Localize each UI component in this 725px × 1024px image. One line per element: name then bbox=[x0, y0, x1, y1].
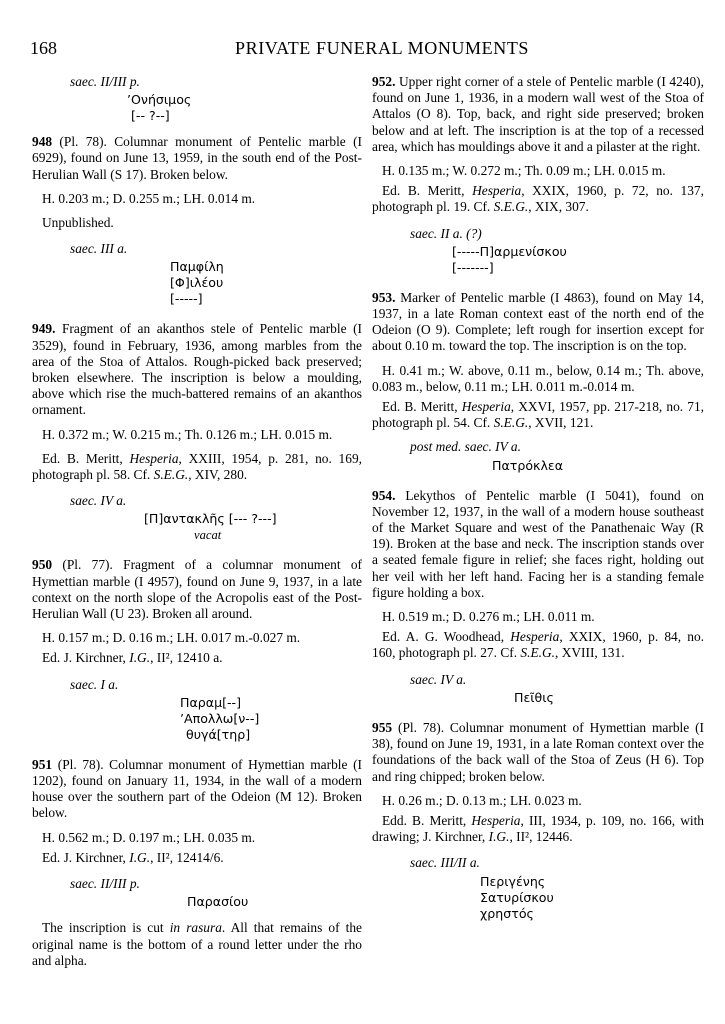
entry-953-dimensions: H. 0.41 m.; W. above, 0.11 m., below, 0.14 m.; Th. above, 0.083 m., below, 0.11 m.; LH. 0.011 m.-0.014 m. bbox=[372, 362, 704, 394]
entry-950-publication: Ed. J. Kirchner, I.G., II², 12410 a. bbox=[42, 650, 223, 666]
entry-949-dimensions: H. 0.372 m.; W. 0.215 m.; Th. 0.126 m.; LH. 0.015 m. bbox=[42, 426, 333, 442]
entry-948-publication: Unpublished. bbox=[42, 215, 114, 231]
entry-953-date: post med. saec. IV a. bbox=[410, 439, 521, 455]
entry-952-description: 952. Upper right corner of a stele of Pentelic marble (I 4240), found on June 1, 1936, in a modern wall west of the Stoa of Attalos (O 8). Top, back, and right side preserved; broken below and at left. The inscription is at the top of a recessed area, which has mouldings above it and a pilaster at the right. bbox=[372, 74, 704, 154]
entry-951-description: 951 (Pl. 78). Columnar monument of Hymettian marble (I 1202), found on January 11, 1934, in the wall of a modern house over the southern part of the Odeion (M 12). Broken below. bbox=[32, 756, 362, 821]
entry-949-publication: Ed. B. Meritt, Hesperia, XXIII, 1954, p. 281, no. 169, photograph pl. 58. Cf. S.E.G., XIV, 280. bbox=[32, 450, 362, 483]
entry-953-publication: Ed. B. Meritt, Hesperia, XXVI, 1957, pp. 217-218, no. 71, photograph pl. 54. Cf. S.E.G., XVII, 121. bbox=[372, 399, 704, 431]
entry-951-dimensions: H. 0.562 m.; D. 0.197 m.; LH. 0.035 m. bbox=[42, 829, 256, 845]
running-head: PRIVATE FUNERAL MONUMENTS bbox=[235, 38, 530, 58]
entry-955-date: saec. III/II a. bbox=[410, 855, 480, 871]
entry-953-inscription: Πατρόκλεα bbox=[492, 457, 564, 473]
entry-952-publication: Ed. B. Meritt, Hesperia, XXIX, 1960, p. 72, no. 137, photograph pl. 19. Cf. S.E.G., XIX, 307. bbox=[372, 183, 704, 215]
entry-954-date: saec. IV a. bbox=[410, 671, 467, 687]
inscription: ’Ονήσιμος [-- ?--] bbox=[127, 92, 192, 124]
entry-951-inscription: Παρασίου bbox=[187, 894, 249, 910]
entry-950-date: saec. I a. bbox=[70, 676, 119, 692]
page-number: 168 bbox=[30, 38, 57, 58]
entry-952-dimensions: H. 0.135 m.; W. 0.272 m.; Th. 0.09 m.; LH. 0.015 m. bbox=[382, 163, 666, 179]
right-column bbox=[372, 74, 704, 922]
entry-950-dimensions: H. 0.157 m.; D. 0.16 m.; LH. 0.017 m.-0.027 m. bbox=[42, 630, 301, 646]
entry-953-description: 953. Marker of Pentelic marble (I 4863), found on May 14, 1937, in a late Roman context east of the north end of the Odeion (O 9). Complete; left rough for insertion except for about 0.10 m. toward the top. The inscription is on the top. bbox=[372, 289, 704, 354]
entry-948-description: 948 (Pl. 78). Columnar monument of Pentelic marble (I 6929), found on June 13, 1959, in the south end of the Post-Herulian Wall (S 17). Broken below. bbox=[32, 134, 362, 182]
entry-954-description: 954. Lekythos of Pentelic marble (I 5041), found on November 12, 1937, in the wall of a modern house southeast of the Market Square and west of the Panathenaic Way (R 19). Broken at the base and neck. The inscription stands over a seated female figure in relief; she faces right, holding out her veil with her left hand. Facing her is a standing female figure holding a box. bbox=[372, 487, 704, 600]
entry-949-inscription: [Π]αντακλῆς [--- ?---] vacat bbox=[144, 511, 277, 543]
entry-952-date: saec. II a. (?) bbox=[410, 225, 482, 241]
entry-954-publication: Ed. A. G. Woodhead, Hesperia, XXIX, 1960, p. 84, no. 160, photograph pl. 27. Cf. S.E.G., XVIII, 131. bbox=[372, 629, 704, 661]
left-column bbox=[32, 74, 362, 969]
entry-948-inscription: Παμφίλη [Φ]ιλέου [-----] bbox=[170, 259, 224, 307]
entry-955-inscription: Περιγένης Σατυρίσκου χρηστός bbox=[480, 873, 554, 921]
entry-949-date: saec. IV a. bbox=[70, 493, 127, 509]
entry-955-publication: Edd. B. Meritt, Hesperia, III, 1934, p. 109, no. 166, with drawing; J. Kirchner, I.G., II², 12446. bbox=[372, 812, 704, 845]
entry-952-inscription: [-----Π]αρμενίσκου [-------] bbox=[452, 243, 567, 275]
entry-954-inscription: Πεῖθις bbox=[514, 689, 554, 705]
entry-950-inscription: Παραμ[--] ’Απολλω[ν--] θυγά[τηρ] bbox=[180, 694, 260, 742]
entry-954-dimensions: H. 0.519 m.; D. 0.276 m.; LH. 0.011 m. bbox=[382, 609, 595, 625]
entry-948-dimensions: H. 0.203 m.; D. 0.255 m.; LH. 0.014 m. bbox=[42, 190, 256, 206]
entry-955-description: 955 (Pl. 78). Columnar monument of Hymettian marble (I 38), found on June 19, 1931, in a late Roman context over the foundations of the back wall of the Stoa of Zeus (H 6). Top and ring chipped; broken below. bbox=[372, 719, 704, 784]
entry-948-date: saec. III a. bbox=[70, 241, 128, 257]
entry-951-publication: Ed. J. Kirchner, I.G., II², 12414/6. bbox=[42, 849, 224, 865]
entry-955-dimensions: H. 0.26 m.; D. 0.13 m.; LH. 0.023 m. bbox=[382, 792, 582, 808]
entry-951-date: saec. II/III p. bbox=[70, 876, 140, 892]
entry-951-note: The inscription is cut in rasura. All that remains of the original name is the bottom of a round letter under the rho and alpha. bbox=[32, 920, 363, 968]
entry-950-description: 950 (Pl. 77). Fragment of a columnar monument of Hymettian marble (I 4957), found on June 9, 1937, in a late context on the north slope of the Acropolis east of the Post-Herulian Wall (U 23). Broken all around. bbox=[32, 557, 362, 622]
date-line: saec. II/III p. bbox=[70, 74, 140, 89]
entry-949-description: 949. Fragment of an akanthos stele of Pentelic marble (I 3529), found in February, 1936, among marbles from the area of the Stoa of Attalos. Rough-picked back preserved; broken elsewhere. The inscription is below a moulding, above which rise the much-battered remains of an akanthos ornament. bbox=[32, 321, 362, 418]
